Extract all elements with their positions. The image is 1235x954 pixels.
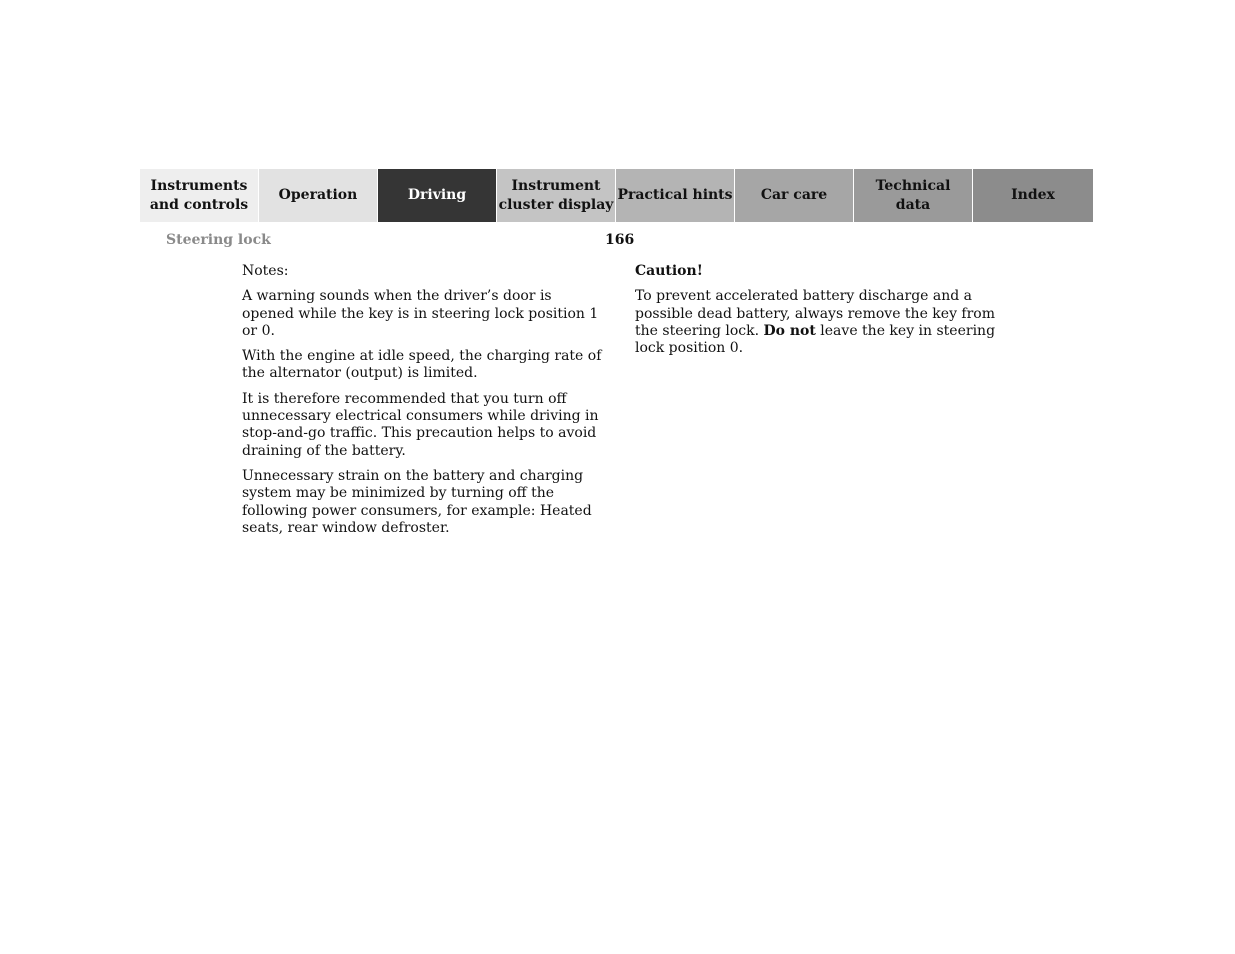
tab-practical-hints[interactable]	[616, 169, 735, 222]
tab-label: Technical data	[875, 177, 951, 213]
tab-technical-data[interactable]	[854, 169, 973, 222]
tab-driving[interactable]	[378, 169, 497, 222]
tab-instrument-cluster-display[interactable]	[497, 169, 616, 222]
tab-label: Car care	[760, 187, 828, 203]
note-paragraph: With the engine at idle speed, the charging rate of the alternator (output) is limited.	[242, 348, 602, 382]
page-number: 166	[605, 232, 635, 248]
tab-label: Index	[1011, 187, 1055, 203]
notes-label: Notes:	[242, 263, 289, 279]
tab-label: Driving	[407, 187, 467, 203]
tab-car-care[interactable]	[735, 169, 854, 222]
tab-label: Operation	[278, 187, 358, 203]
note-paragraph: It is therefore recommended that you turn off unnecessary electrical consumers while driving in stop-and-go traffic. This precaution helps to avoid draining of the battery.	[242, 390, 599, 459]
caution-column	[635, 263, 997, 365]
note-paragraph: Unnecessary strain on the battery and charging system may be minimized by turning off the following power consumers, for example: Heated seats, rear window defroster.	[242, 467, 592, 536]
caution-text: To prevent accelerated battery discharge and a possible dead battery, always remove the key from the steering lock.	[635, 288, 996, 339]
tab-instruments-and-controls[interactable]	[140, 169, 259, 222]
notes-column	[242, 263, 604, 545]
tab-index[interactable]	[973, 169, 1093, 222]
caution-text: leave the key in steering lock position 0.	[635, 322, 996, 357]
tab-label: Practical hints	[617, 187, 733, 203]
tab-operation[interactable]	[259, 169, 378, 222]
tab-label: Instrument cluster display	[498, 177, 614, 213]
chapter-tabs	[140, 169, 1095, 222]
section-title: Steering lock	[166, 232, 271, 248]
caution-emphasis: Do not	[763, 322, 816, 339]
note-paragraph: A warning sounds when the driver’s door is opened while the key is in steering lock position 1 or 0.	[242, 288, 599, 339]
caution-label: Caution!	[635, 263, 703, 279]
tab-label: Instruments and controls	[149, 177, 249, 213]
caution-paragraph	[635, 288, 997, 357]
